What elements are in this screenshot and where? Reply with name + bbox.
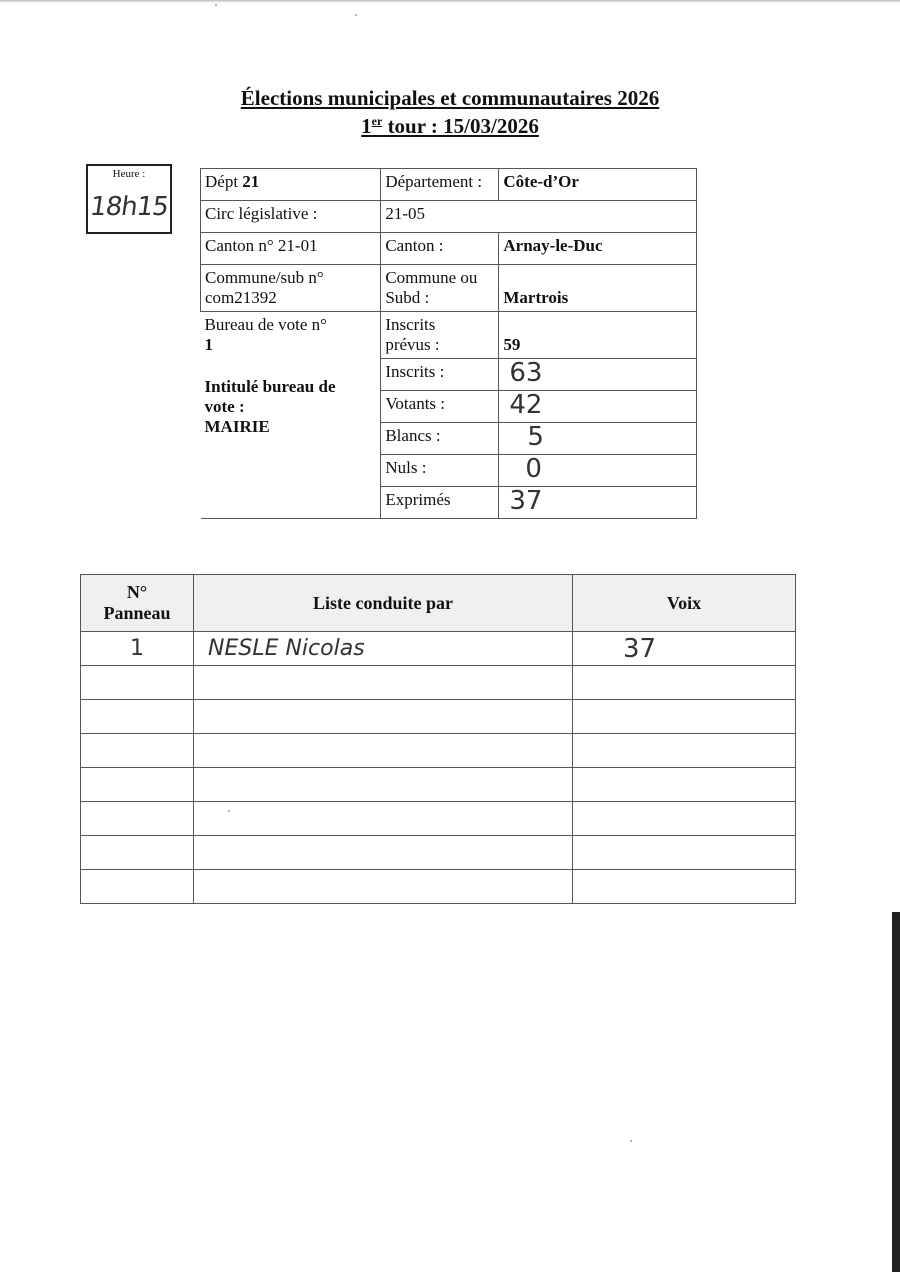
voix-cell bbox=[573, 870, 796, 904]
page-subtitle bbox=[0, 114, 900, 139]
table-row bbox=[81, 836, 796, 870]
heure-box bbox=[86, 164, 172, 234]
inscrits-prevus-value: 59 bbox=[499, 312, 697, 359]
liste-cell bbox=[194, 700, 573, 734]
blancs-label: Blancs : bbox=[381, 423, 499, 455]
scan-speck bbox=[630, 1140, 632, 1142]
panneau-cell bbox=[81, 700, 194, 734]
header-voix: Voix bbox=[573, 575, 796, 632]
results-table bbox=[80, 574, 796, 904]
circ-value: 21-05 bbox=[381, 201, 499, 233]
inscrits-prevus-label-cell bbox=[381, 312, 499, 359]
bureau-label: Bureau de vote n° bbox=[204, 315, 327, 334]
scan-edge-top bbox=[0, 0, 900, 3]
panneau-cell bbox=[81, 836, 194, 870]
heure-value: 18h15 bbox=[88, 192, 170, 222]
voix-cell bbox=[573, 666, 796, 700]
info-row-canton bbox=[201, 233, 697, 265]
header-panneau-2: Panneau bbox=[103, 603, 171, 623]
table-row bbox=[81, 768, 796, 802]
exprimes-label: Exprimés bbox=[381, 487, 499, 519]
commune-value: Martrois bbox=[499, 265, 697, 312]
intitule-label-1: Intitulé bureau de bbox=[204, 377, 336, 396]
circ-label: Circ législative : bbox=[201, 201, 381, 233]
commune-label-1: Commune ou bbox=[385, 268, 478, 287]
info-row-circ bbox=[201, 201, 697, 233]
liste-cell bbox=[194, 802, 573, 836]
panneau-cell: 1 bbox=[81, 632, 194, 666]
tour-number: 1 bbox=[361, 114, 372, 138]
table-row bbox=[81, 666, 796, 700]
nuls-label: Nuls : bbox=[381, 455, 499, 487]
panneau-cell bbox=[81, 802, 194, 836]
voix-cell bbox=[573, 734, 796, 768]
bureau-info-table bbox=[200, 168, 697, 519]
header-panneau-1: N° bbox=[126, 582, 148, 602]
voix-cell bbox=[573, 700, 796, 734]
commune-num-label: Commune/sub n° bbox=[205, 268, 324, 287]
tour-date: tour : 15/03/2026 bbox=[382, 114, 539, 138]
inscrits-prevus-label-1: Inscrits bbox=[385, 315, 436, 334]
blancs-value: 5 bbox=[499, 423, 697, 455]
voix-cell bbox=[573, 768, 796, 802]
table-row bbox=[81, 734, 796, 768]
inscrits-value: 63 bbox=[499, 359, 697, 391]
bureau-value: 1 bbox=[204, 335, 213, 354]
bureau-spacer bbox=[205, 355, 377, 377]
votants-label: Votants : bbox=[381, 391, 499, 423]
nuls-value: 0 bbox=[499, 455, 697, 487]
canton-value: Arnay-le-Duc bbox=[499, 233, 697, 265]
panneau-cell bbox=[81, 734, 194, 768]
scan-speck bbox=[215, 4, 217, 6]
intitule-label-2: vote : bbox=[204, 397, 245, 416]
tour-ordinal: er bbox=[371, 114, 383, 128]
results-header-row bbox=[81, 575, 796, 632]
departement-label: Département : bbox=[381, 169, 499, 201]
liste-cell bbox=[194, 836, 573, 870]
commune-label-2: Subd : bbox=[385, 288, 430, 307]
table-row bbox=[81, 700, 796, 734]
commune-num-value: com21392 bbox=[205, 288, 277, 307]
inscrits-label: Inscrits : bbox=[381, 359, 499, 391]
info-row-inscrits-prevus bbox=[201, 312, 697, 359]
scan-edge-right bbox=[892, 912, 900, 1272]
commune-num-cell bbox=[201, 265, 381, 312]
page-title: Élections municipales et communautaires 2026 bbox=[240, 86, 660, 110]
voix-cell bbox=[573, 802, 796, 836]
panneau-cell bbox=[81, 768, 194, 802]
heure-label: Heure : bbox=[112, 168, 146, 180]
scan-speck bbox=[355, 14, 357, 16]
liste-cell bbox=[194, 768, 573, 802]
header-liste: Liste conduite par bbox=[194, 575, 573, 632]
voix-cell: 37 bbox=[573, 632, 796, 666]
canton-label: Canton : bbox=[381, 233, 499, 265]
exprimes-value: 37 bbox=[499, 487, 697, 519]
dept-cell bbox=[201, 169, 381, 201]
intitule-value: MAIRIE bbox=[204, 417, 270, 436]
circ-blank bbox=[499, 201, 697, 233]
dept-label: Dépt bbox=[205, 172, 243, 191]
bureau-cell bbox=[201, 312, 381, 519]
votants-value: 42 bbox=[499, 391, 697, 423]
panneau-cell bbox=[81, 666, 194, 700]
voix-cell bbox=[573, 836, 796, 870]
header-panneau bbox=[81, 575, 194, 632]
panneau-cell bbox=[81, 870, 194, 904]
table-row bbox=[81, 632, 796, 666]
liste-cell bbox=[194, 734, 573, 768]
dept-value: 21 bbox=[242, 172, 260, 191]
info-row-commune bbox=[201, 265, 697, 312]
departement-value: Côte-d’Or bbox=[499, 169, 697, 201]
table-row bbox=[81, 870, 796, 904]
commune-label-cell bbox=[381, 265, 499, 312]
liste-cell: NESLE Nicolas bbox=[194, 632, 573, 666]
canton-num-label: Canton n° 21-01 bbox=[201, 233, 381, 265]
table-row bbox=[81, 802, 796, 836]
liste-cell bbox=[194, 666, 573, 700]
liste-cell bbox=[194, 870, 573, 904]
inscrits-prevus-label-2: prévus : bbox=[385, 335, 440, 354]
info-row-dept bbox=[201, 169, 697, 201]
